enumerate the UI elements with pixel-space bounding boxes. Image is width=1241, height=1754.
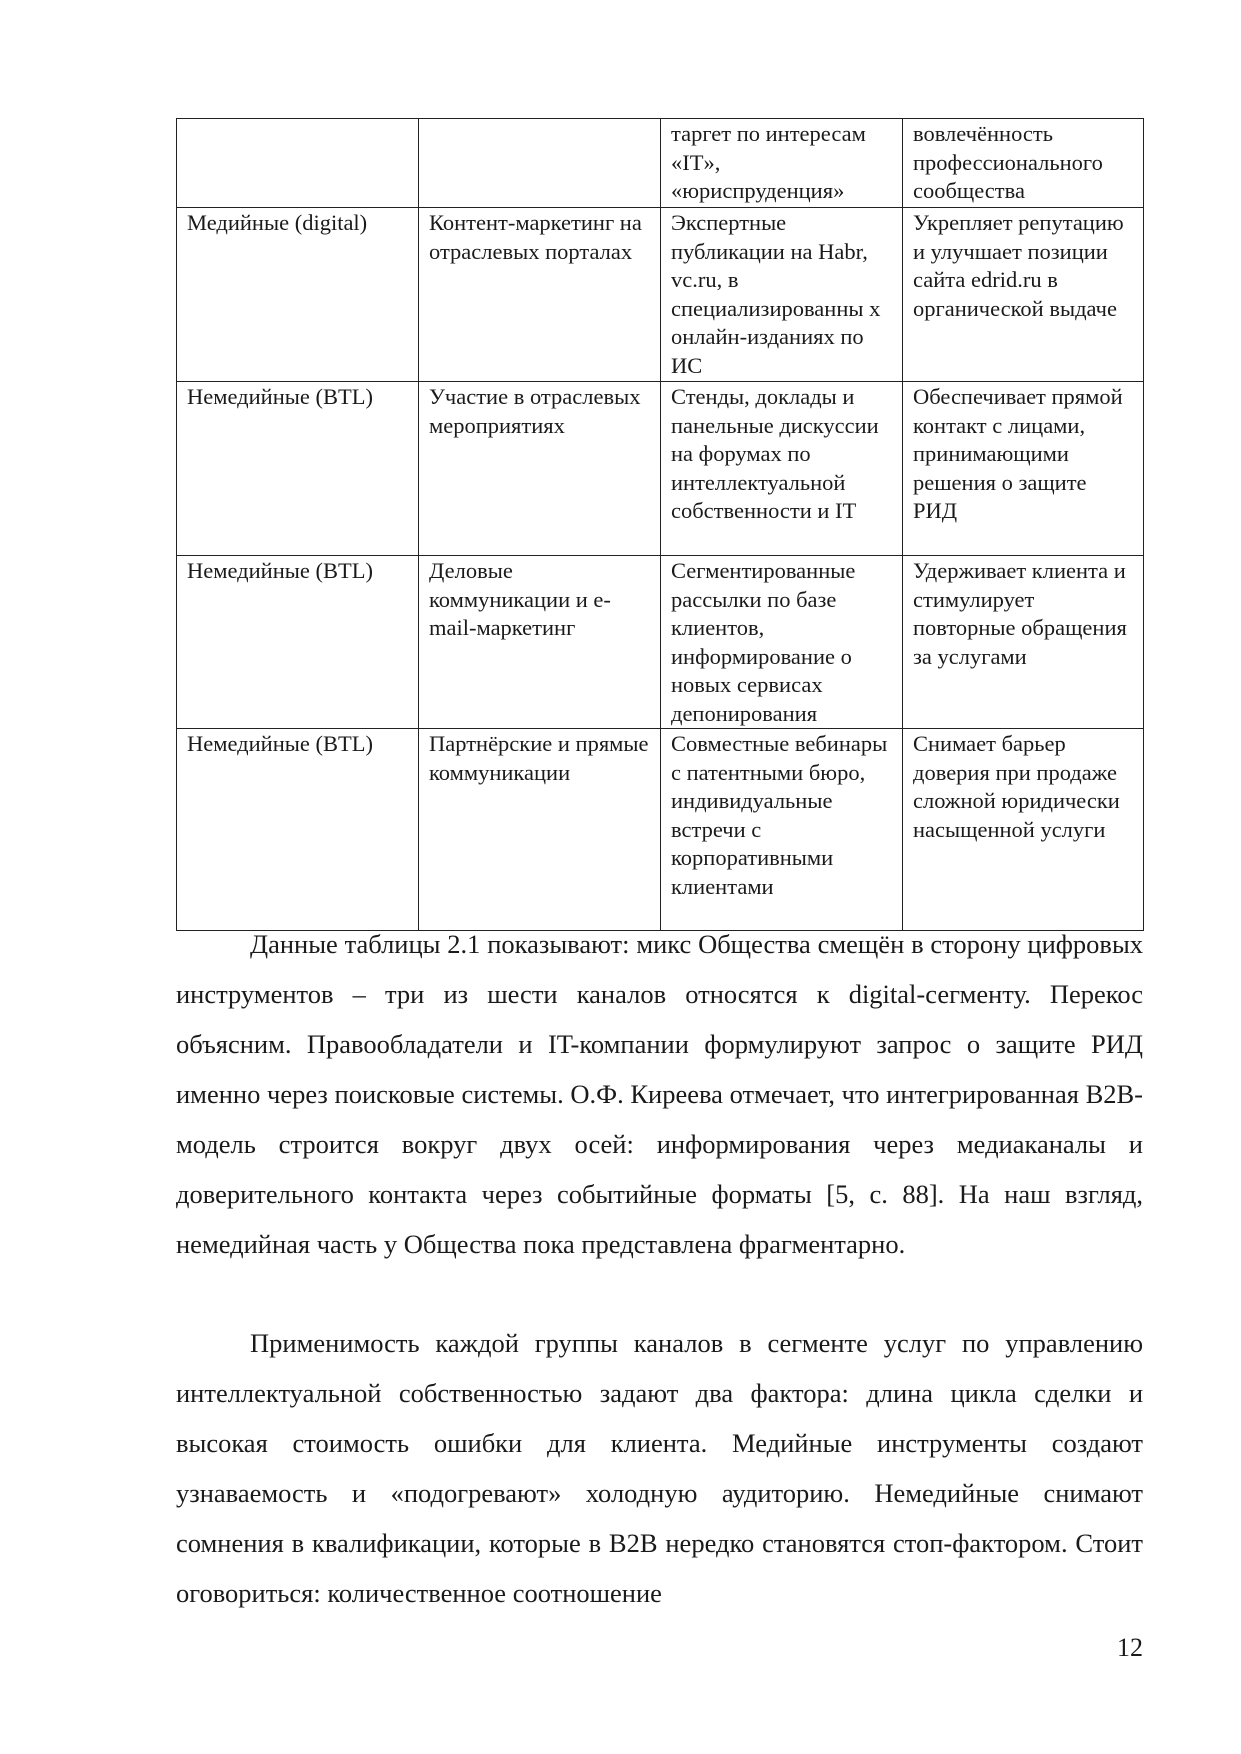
table-cell (419, 119, 661, 208)
table-cell: Сегментированные рассылки по базе клиентов, информирование о новых сервисах депонирования (661, 556, 903, 729)
table-cell: Деловые коммуникации и e-mail-маркетинг (419, 556, 661, 729)
table-row (177, 119, 1144, 208)
table-cell: Стенды, доклады и панельные дискуссии на форумах по интеллектуальной собственности и IT (661, 382, 903, 556)
table-cell: Удерживает клиента и стимулирует повторные обращения за услугами (903, 556, 1144, 729)
table-cell: Обеспечивает прямой контакт с лицами, принимающими решения о защите РИД (903, 382, 1144, 556)
table-row (177, 382, 1144, 556)
page-number: 12 (1117, 1633, 1143, 1662)
table-cell: Немедийные (BTL) (177, 729, 419, 931)
table-cell: Партнёрские и прямые коммуникации (419, 729, 661, 931)
table-cell (177, 119, 419, 208)
table-cell: Немедийные (BTL) (177, 382, 419, 556)
table-cell: Совместные вебинары с патентными бюро, индивидуальные встречи с корпоративными клиентами (661, 729, 903, 931)
table-row (177, 208, 1144, 382)
body-paragraph: Данные таблицы 2.1 показывают: микс Общества смещён в сторону цифровых инструментов – три из шести каналов относятся к digital-сегменту. Перекос объясним. Правообладатели и IT-компании формулируют запрос о защите РИД именно через поисковые системы. О.Ф. Киреева отмечает, что интегрированная B2B-модель строится вокруг двух осей: информирования через медиаканалы и доверительного контакта через событийные форматы [5, с. 88]. На наш взгляд, немедийная часть у Общества пока представлена фрагментарно. (176, 929, 1143, 1259)
table-cell: Снимает барьер доверия при продаже сложной юридически насыщенной услуги (903, 729, 1144, 931)
table-cell: Немедийные (BTL) (177, 556, 419, 729)
table-cell: таргет по интересам «IT», «юриспруденция» (661, 119, 903, 208)
table-cell: Контент-маркетинг на отраслевых порталах (419, 208, 661, 382)
table-row (177, 556, 1144, 729)
body-paragraph: Применимость каждой группы каналов в сегменте услуг по управлению интеллектуальной собственностью задают два фактора: длина цикла сделки и высокая стоимость ошибки для клиента. Медийные инструменты создают узнаваемость и «подогревают» холодную аудиторию. Немедийные снимают сомнения в квалификации, которые в B2B нередко становятся стоп-фактором. Стоит оговориться: количественное соотношение (176, 1328, 1143, 1608)
channels-table (176, 118, 1144, 931)
table-cell: Участие в отраслевых мероприятиях (419, 382, 661, 556)
table-cell: Медийные (digital) (177, 208, 419, 382)
table-cell: Экспертные публикации на Habr, vc.ru, в специализированны х онлайн-изданиях по ИС (661, 208, 903, 382)
table-cell: вовлечённость профессионального сообщества (903, 119, 1144, 208)
table-cell: Укрепляет репутацию и улучшает позиции сайта edrid.ru в органической выдаче (903, 208, 1144, 382)
table-row (177, 729, 1144, 931)
